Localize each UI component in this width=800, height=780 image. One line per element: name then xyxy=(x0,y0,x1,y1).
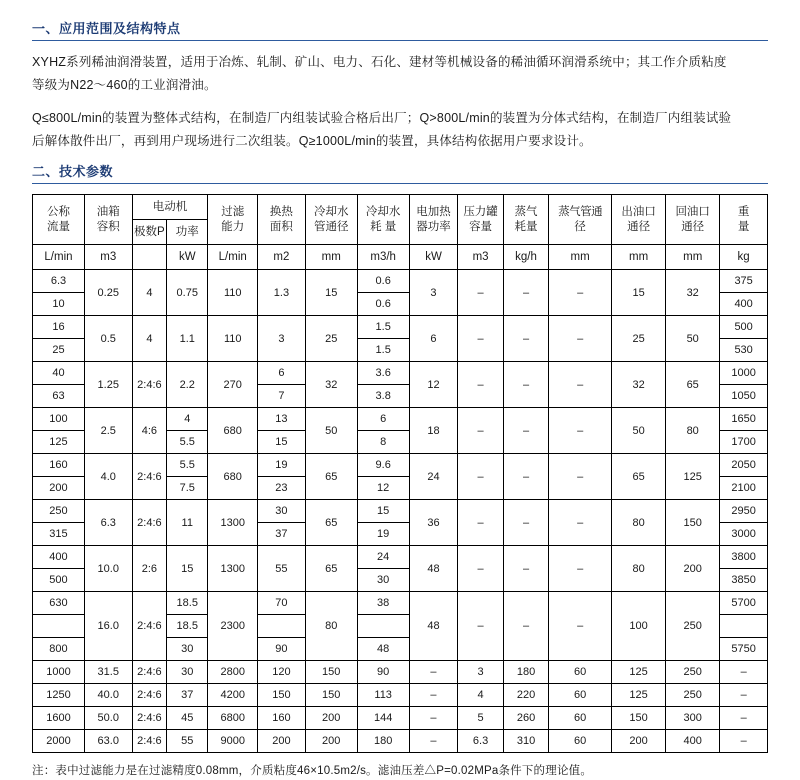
cell-out: 200 xyxy=(612,730,666,753)
cell-heater: 12 xyxy=(409,362,458,408)
cell-weight: 400 xyxy=(720,293,768,316)
cell-tankp: – xyxy=(458,362,503,408)
cell-cool-water: 90 xyxy=(357,661,409,684)
cell-filter: 110 xyxy=(208,270,258,316)
cell-ret: 400 xyxy=(666,730,720,753)
section-divider-params xyxy=(32,183,768,184)
cell-cool-water: 3.6 xyxy=(357,362,409,385)
paragraph-scope-1: XYHZ系列稀油润滑装置，适用于冶炼、轧制、矿山、电力、石化、建材等机械设备的稀油循环润滑系统中；其工作介质粘度等级为N22～460的工业润滑油。 xyxy=(32,55,727,92)
table-header-units-row xyxy=(33,245,768,270)
cell-ret: 200 xyxy=(666,546,720,592)
cell-power: 30 xyxy=(167,661,208,684)
cell-cool-pipe: 25 xyxy=(305,316,357,362)
cell-heater: 3 xyxy=(409,270,458,316)
cell-flow: 6.3 xyxy=(33,270,85,293)
cell-weight: 375 xyxy=(720,270,768,293)
cell-filter: 680 xyxy=(208,454,258,500)
cell-filter: 2800 xyxy=(208,661,258,684)
section-divider-scope xyxy=(32,40,768,41)
th-filter-title xyxy=(208,195,258,245)
cell-flow: 10 xyxy=(33,293,85,316)
cell-cool-water: 48 xyxy=(357,638,409,661)
cell-power: 18.5 xyxy=(167,592,208,615)
cell-heat-area: 3 xyxy=(258,316,306,362)
cell-tank: 10.0 xyxy=(84,546,132,592)
cell-weight: 3000 xyxy=(720,523,768,546)
cell-cool-water: 8 xyxy=(357,431,409,454)
cell-filter: 2300 xyxy=(208,592,258,661)
unit-flow: L/min xyxy=(33,245,85,270)
cell-weight: 500 xyxy=(720,316,768,339)
cell-heater: – xyxy=(409,730,458,753)
unit-out: mm xyxy=(612,245,666,270)
cell-cool-water: 0.6 xyxy=(357,293,409,316)
cell-tank: 6.3 xyxy=(84,500,132,546)
cell-flow: 125 xyxy=(33,431,85,454)
cell-out: 125 xyxy=(612,661,666,684)
cell-steam-pipe: – xyxy=(549,454,612,500)
th-weight-line2: 量 xyxy=(737,220,750,233)
cell-steam: 260 xyxy=(503,707,548,730)
cell-flow: 1000 xyxy=(33,661,85,684)
cell-tankp: – xyxy=(458,270,503,316)
cell-out: 50 xyxy=(612,408,666,454)
cell-ret: 65 xyxy=(666,362,720,408)
cell-steam: – xyxy=(503,454,548,500)
cell-flow: 400 xyxy=(33,546,85,569)
th-out-title xyxy=(612,195,666,245)
th-flow-line1: 公称 xyxy=(46,205,70,218)
cell-tankp: – xyxy=(458,316,503,362)
cell-cool-water xyxy=(357,615,409,638)
cell-filter: 6800 xyxy=(208,707,258,730)
cell-cool-pipe: 200 xyxy=(305,707,357,730)
cell-tank: 4.0 xyxy=(84,454,132,500)
table-row xyxy=(33,707,768,730)
th-motor-group: 电动机 xyxy=(132,195,208,220)
cell-tankp: – xyxy=(458,500,503,546)
th-cool-water-line2: 耗 量 xyxy=(370,220,397,233)
cell-steam: – xyxy=(503,546,548,592)
cell-weight: 2950 xyxy=(720,500,768,523)
cell-heat-area: 1.3 xyxy=(258,270,306,316)
cell-poles: 4:6 xyxy=(132,408,167,454)
th-weight-line1: 重 xyxy=(737,205,750,218)
cell-filter: 9000 xyxy=(208,730,258,753)
cell-tank: 63.0 xyxy=(84,730,132,753)
table-row xyxy=(33,500,768,523)
cell-flow: 315 xyxy=(33,523,85,546)
cell-tankp: – xyxy=(458,408,503,454)
unit-power: kW xyxy=(167,245,208,270)
cell-flow: 200 xyxy=(33,477,85,500)
cell-out: 25 xyxy=(612,316,666,362)
th-cool-pipe-title xyxy=(305,195,357,245)
cell-weight: 2100 xyxy=(720,477,768,500)
cell-cool-water: 19 xyxy=(357,523,409,546)
th-steam-pipe-line2: 径 xyxy=(574,220,586,233)
cell-tankp: – xyxy=(458,546,503,592)
cell-weight xyxy=(720,615,768,638)
cell-heat-area: 6 xyxy=(258,362,306,385)
cell-steam: – xyxy=(503,500,548,546)
cell-heater: – xyxy=(409,661,458,684)
cell-weight: 530 xyxy=(720,339,768,362)
cell-flow: 63 xyxy=(33,385,85,408)
cell-out: 80 xyxy=(612,546,666,592)
cell-flow: 800 xyxy=(33,638,85,661)
cell-steam-pipe: – xyxy=(549,362,612,408)
table-note: 注：表中过滤能力是在过滤精度0.08mm，介质粘度46×10.5m2/s。滤油压差△P=0.02MPa条件下的理论值。 xyxy=(32,765,593,777)
cell-flow: 160 xyxy=(33,454,85,477)
cell-flow: 25 xyxy=(33,339,85,362)
cell-out: 100 xyxy=(612,592,666,661)
th-heat-area-line1: 换热 xyxy=(269,205,293,218)
cell-power: 55 xyxy=(167,730,208,753)
unit-heat-area: m2 xyxy=(258,245,306,270)
cell-cool-water: 6 xyxy=(357,408,409,431)
cell-weight: 1000 xyxy=(720,362,768,385)
cell-steam-pipe: – xyxy=(549,500,612,546)
table-row xyxy=(33,661,768,684)
table-body xyxy=(33,270,768,753)
cell-steam: – xyxy=(503,408,548,454)
cell-heat-area: 15 xyxy=(258,431,306,454)
table-row xyxy=(33,316,768,339)
table-row xyxy=(33,362,768,385)
cell-power: 18.5 xyxy=(167,615,208,638)
cell-tank: 16.0 xyxy=(84,592,132,661)
cell-heat-area: 37 xyxy=(258,523,306,546)
th-tank-title xyxy=(84,195,132,245)
section-title-params: 二、技术参数 xyxy=(32,164,114,179)
th-heat-area-title xyxy=(258,195,306,245)
cell-ret: 150 xyxy=(666,500,720,546)
cell-cool-water: 9.6 xyxy=(357,454,409,477)
cell-cool-water: 180 xyxy=(357,730,409,753)
cell-cool-water: 1.5 xyxy=(357,339,409,362)
cell-tank: 0.25 xyxy=(84,270,132,316)
cell-cool-water: 24 xyxy=(357,546,409,569)
cell-power: 37 xyxy=(167,684,208,707)
cell-cool-water: 12 xyxy=(357,477,409,500)
cell-tank: 50.0 xyxy=(84,707,132,730)
cell-heater: 48 xyxy=(409,592,458,661)
cell-tankp: 6.3 xyxy=(458,730,503,753)
cell-out: 150 xyxy=(612,707,666,730)
cell-steam-pipe: – xyxy=(549,316,612,362)
cell-out: 65 xyxy=(612,454,666,500)
cell-flow: 1600 xyxy=(33,707,85,730)
cell-weight: 3800 xyxy=(720,546,768,569)
cell-cool-water: 0.6 xyxy=(357,270,409,293)
cell-heat-area: 200 xyxy=(258,730,306,753)
th-filter-line2: 能力 xyxy=(221,220,245,233)
cell-ret: 50 xyxy=(666,316,720,362)
th-tankp-line2: 容量 xyxy=(469,220,493,233)
cell-tank: 0.5 xyxy=(84,316,132,362)
th-steam-line2: 耗量 xyxy=(514,220,538,233)
cell-weight: 3850 xyxy=(720,569,768,592)
cell-weight: 1650 xyxy=(720,408,768,431)
th-poles: 极数P xyxy=(132,220,167,245)
cell-steam: 180 xyxy=(503,661,548,684)
cell-flow: 1250 xyxy=(33,684,85,707)
cell-cool-water: 113 xyxy=(357,684,409,707)
cell-ret: 250 xyxy=(666,684,720,707)
cell-flow: 16 xyxy=(33,316,85,339)
cell-heater: 24 xyxy=(409,454,458,500)
cell-poles: 2:4:6 xyxy=(132,362,167,408)
cell-power: 1.1 xyxy=(167,316,208,362)
cell-heat-area: 150 xyxy=(258,684,306,707)
cell-heater: 6 xyxy=(409,316,458,362)
cell-heat-area: 19 xyxy=(258,454,306,477)
th-cool-water-title xyxy=(357,195,409,245)
cell-tankp: – xyxy=(458,454,503,500)
th-steam-title xyxy=(503,195,548,245)
cell-tankp: 3 xyxy=(458,661,503,684)
cell-cool-water: 3.8 xyxy=(357,385,409,408)
cell-heat-area: 90 xyxy=(258,638,306,661)
cell-steam-pipe: – xyxy=(549,270,612,316)
cell-tank: 31.5 xyxy=(84,661,132,684)
cell-heater: – xyxy=(409,684,458,707)
cell-heater: 48 xyxy=(409,546,458,592)
cell-cool-pipe: 15 xyxy=(305,270,357,316)
cell-steam-pipe: 60 xyxy=(549,684,612,707)
cell-power: 4 xyxy=(167,408,208,431)
cell-out: 80 xyxy=(612,500,666,546)
table-row xyxy=(33,546,768,569)
cell-power: 45 xyxy=(167,707,208,730)
cell-steam: 220 xyxy=(503,684,548,707)
cell-cool-pipe: 65 xyxy=(305,500,357,546)
cell-power: 30 xyxy=(167,638,208,661)
cell-weight: – xyxy=(720,684,768,707)
cell-tankp: 4 xyxy=(458,684,503,707)
cell-filter: 4200 xyxy=(208,684,258,707)
cell-poles: 2:4:6 xyxy=(132,707,167,730)
th-out-line2: 通径 xyxy=(627,220,651,233)
cell-power: 0.75 xyxy=(167,270,208,316)
th-power: 功率 xyxy=(167,220,208,245)
th-filter-line1: 过滤 xyxy=(221,205,245,218)
th-steam-pipe-line1: 蒸气管通 xyxy=(558,205,603,218)
cell-heat-area: 70 xyxy=(258,592,306,615)
cell-weight: – xyxy=(720,730,768,753)
cell-cool-pipe: 80 xyxy=(305,592,357,661)
table-header xyxy=(33,195,768,270)
cell-heat-area: 30 xyxy=(258,500,306,523)
cell-steam: – xyxy=(503,592,548,661)
unit-steam: kg/h xyxy=(503,245,548,270)
cell-power: 11 xyxy=(167,500,208,546)
cell-cool-water: 144 xyxy=(357,707,409,730)
cell-cool-pipe: 65 xyxy=(305,454,357,500)
cell-filter: 1300 xyxy=(208,546,258,592)
table-row xyxy=(33,408,768,431)
cell-weight: 1700 xyxy=(720,431,768,454)
cell-ret: 250 xyxy=(666,661,720,684)
th-out-line1: 出油口 xyxy=(621,205,656,218)
cell-steam-pipe: 60 xyxy=(549,661,612,684)
cell-heat-area: 7 xyxy=(258,385,306,408)
cell-heater: 18 xyxy=(409,408,458,454)
th-tankp-title xyxy=(458,195,503,245)
th-cool-water-line1: 冷却水 xyxy=(365,205,401,218)
th-heater-line2: 器功率 xyxy=(416,220,451,233)
cell-power: 2.2 xyxy=(167,362,208,408)
cell-cool-water: 38 xyxy=(357,592,409,615)
cell-cool-pipe: 200 xyxy=(305,730,357,753)
table-row xyxy=(33,592,768,615)
cell-cool-pipe: 50 xyxy=(305,408,357,454)
cell-filter: 680 xyxy=(208,408,258,454)
cell-cool-water: 1.5 xyxy=(357,316,409,339)
cell-heater: 36 xyxy=(409,500,458,546)
cell-heat-area: 120 xyxy=(258,661,306,684)
cell-tankp: 5 xyxy=(458,707,503,730)
th-heater-line1: 电加热 xyxy=(416,205,451,218)
cell-poles: 2:4:6 xyxy=(132,684,167,707)
cell-power: 5.5 xyxy=(167,454,208,477)
cell-ret: 80 xyxy=(666,408,720,454)
cell-tank: 40.0 xyxy=(84,684,132,707)
cell-flow: 40 xyxy=(33,362,85,385)
th-cool-pipe-line1: 冷却水 xyxy=(313,205,349,218)
th-ret-line1: 回油口 xyxy=(675,205,710,218)
cell-poles: 2:4:6 xyxy=(132,500,167,546)
cell-flow: 500 xyxy=(33,569,85,592)
cell-steam: 310 xyxy=(503,730,548,753)
table-header-row-1 xyxy=(33,195,768,220)
table-row xyxy=(33,730,768,753)
section-title-scope: 一、应用范围及结构特点 xyxy=(32,21,181,36)
cell-filter: 110 xyxy=(208,316,258,362)
unit-tankp: m3 xyxy=(458,245,503,270)
paragraph-scope-2: Q≤800L/min的装置为整体式结构，在制造厂内组装试验合格后出厂；Q>800L/min的装置为分体式结构，在制造厂内组装试验后解体散件出厂，再到用户现场进行二次组装。Q≥1000L/min的装置，具体结构依据用户要求设计。 xyxy=(32,111,732,148)
cell-poles: 2:4:6 xyxy=(132,592,167,661)
th-flow-title xyxy=(33,195,85,245)
cell-filter: 1300 xyxy=(208,500,258,546)
cell-flow: 630 xyxy=(33,592,85,615)
cell-heat-area: 160 xyxy=(258,707,306,730)
th-weight-title xyxy=(720,195,768,245)
cell-filter: 270 xyxy=(208,362,258,408)
th-flow-line2: 流量 xyxy=(46,220,70,233)
cell-weight: 5700 xyxy=(720,592,768,615)
unit-cool-water: m3/h xyxy=(357,245,409,270)
cell-heater: – xyxy=(409,707,458,730)
cell-steam: – xyxy=(503,316,548,362)
cell-tank: 2.5 xyxy=(84,408,132,454)
cell-flow xyxy=(33,615,85,638)
cell-cool-pipe: 150 xyxy=(305,684,357,707)
th-tank-line2: 容积 xyxy=(96,220,120,233)
cell-steam-pipe: – xyxy=(549,546,612,592)
cell-weight: – xyxy=(720,661,768,684)
cell-flow: 100 xyxy=(33,408,85,431)
cell-power: 5.5 xyxy=(167,431,208,454)
cell-heat-area: 55 xyxy=(258,546,306,592)
table-row xyxy=(33,454,768,477)
cell-heat-area: 23 xyxy=(258,477,306,500)
cell-flow: 2000 xyxy=(33,730,85,753)
cell-cool-pipe: 65 xyxy=(305,546,357,592)
cell-steam-pipe: 60 xyxy=(549,730,612,753)
cell-weight: – xyxy=(720,707,768,730)
cell-power: 15 xyxy=(167,546,208,592)
th-steam-line1: 蒸气 xyxy=(514,205,538,218)
th-tank-line1: 油箱 xyxy=(96,205,120,218)
cell-cool-water: 30 xyxy=(357,569,409,592)
cell-out: 125 xyxy=(612,684,666,707)
th-ret-line2: 通径 xyxy=(681,220,705,233)
cell-weight: 1050 xyxy=(720,385,768,408)
unit-cool-pipe: mm xyxy=(305,245,357,270)
th-tankp-line1: 压力罐 xyxy=(463,205,498,218)
cell-poles: 4 xyxy=(132,316,167,362)
cell-heat-area xyxy=(258,615,306,638)
unit-weight: kg xyxy=(720,245,768,270)
cell-weight: 2050 xyxy=(720,454,768,477)
unit-steam-pipe: mm xyxy=(549,245,612,270)
cell-poles: 2:4:6 xyxy=(132,730,167,753)
cell-cool-pipe: 150 xyxy=(305,661,357,684)
cell-steam-pipe: – xyxy=(549,592,612,661)
table-row xyxy=(33,684,768,707)
cell-ret: 250 xyxy=(666,592,720,661)
cell-out: 15 xyxy=(612,270,666,316)
cell-poles: 2:4:6 xyxy=(132,661,167,684)
cell-cool-water: 15 xyxy=(357,500,409,523)
cell-out: 32 xyxy=(612,362,666,408)
cell-ret: 32 xyxy=(666,270,720,316)
cell-tankp: – xyxy=(458,592,503,661)
cell-steam: – xyxy=(503,362,548,408)
cell-power: 7.5 xyxy=(167,477,208,500)
cell-poles: 2:6 xyxy=(132,546,167,592)
unit-filter: L/min xyxy=(208,245,258,270)
th-heat-area-line2: 面积 xyxy=(269,220,293,233)
unit-ret: mm xyxy=(666,245,720,270)
technical-parameters-table xyxy=(32,194,768,753)
cell-weight: 5750 xyxy=(720,638,768,661)
unit-poles xyxy=(132,245,167,270)
cell-heat-area: 13 xyxy=(258,408,306,431)
th-steam-pipe-title xyxy=(549,195,612,245)
cell-flow: 250 xyxy=(33,500,85,523)
cell-steam-pipe: 60 xyxy=(549,707,612,730)
cell-steam-pipe: – xyxy=(549,408,612,454)
th-heater-title xyxy=(409,195,458,245)
cell-ret: 125 xyxy=(666,454,720,500)
cell-ret: 300 xyxy=(666,707,720,730)
cell-poles: 4 xyxy=(132,270,167,316)
table-row xyxy=(33,270,768,293)
th-cool-pipe-line2: 管通径 xyxy=(313,220,349,233)
unit-tank: m3 xyxy=(84,245,132,270)
cell-tank: 1.25 xyxy=(84,362,132,408)
cell-cool-pipe: 32 xyxy=(305,362,357,408)
cell-poles: 2:4:6 xyxy=(132,454,167,500)
th-ret-title xyxy=(666,195,720,245)
cell-steam: – xyxy=(503,270,548,316)
unit-heater: kW xyxy=(409,245,458,270)
